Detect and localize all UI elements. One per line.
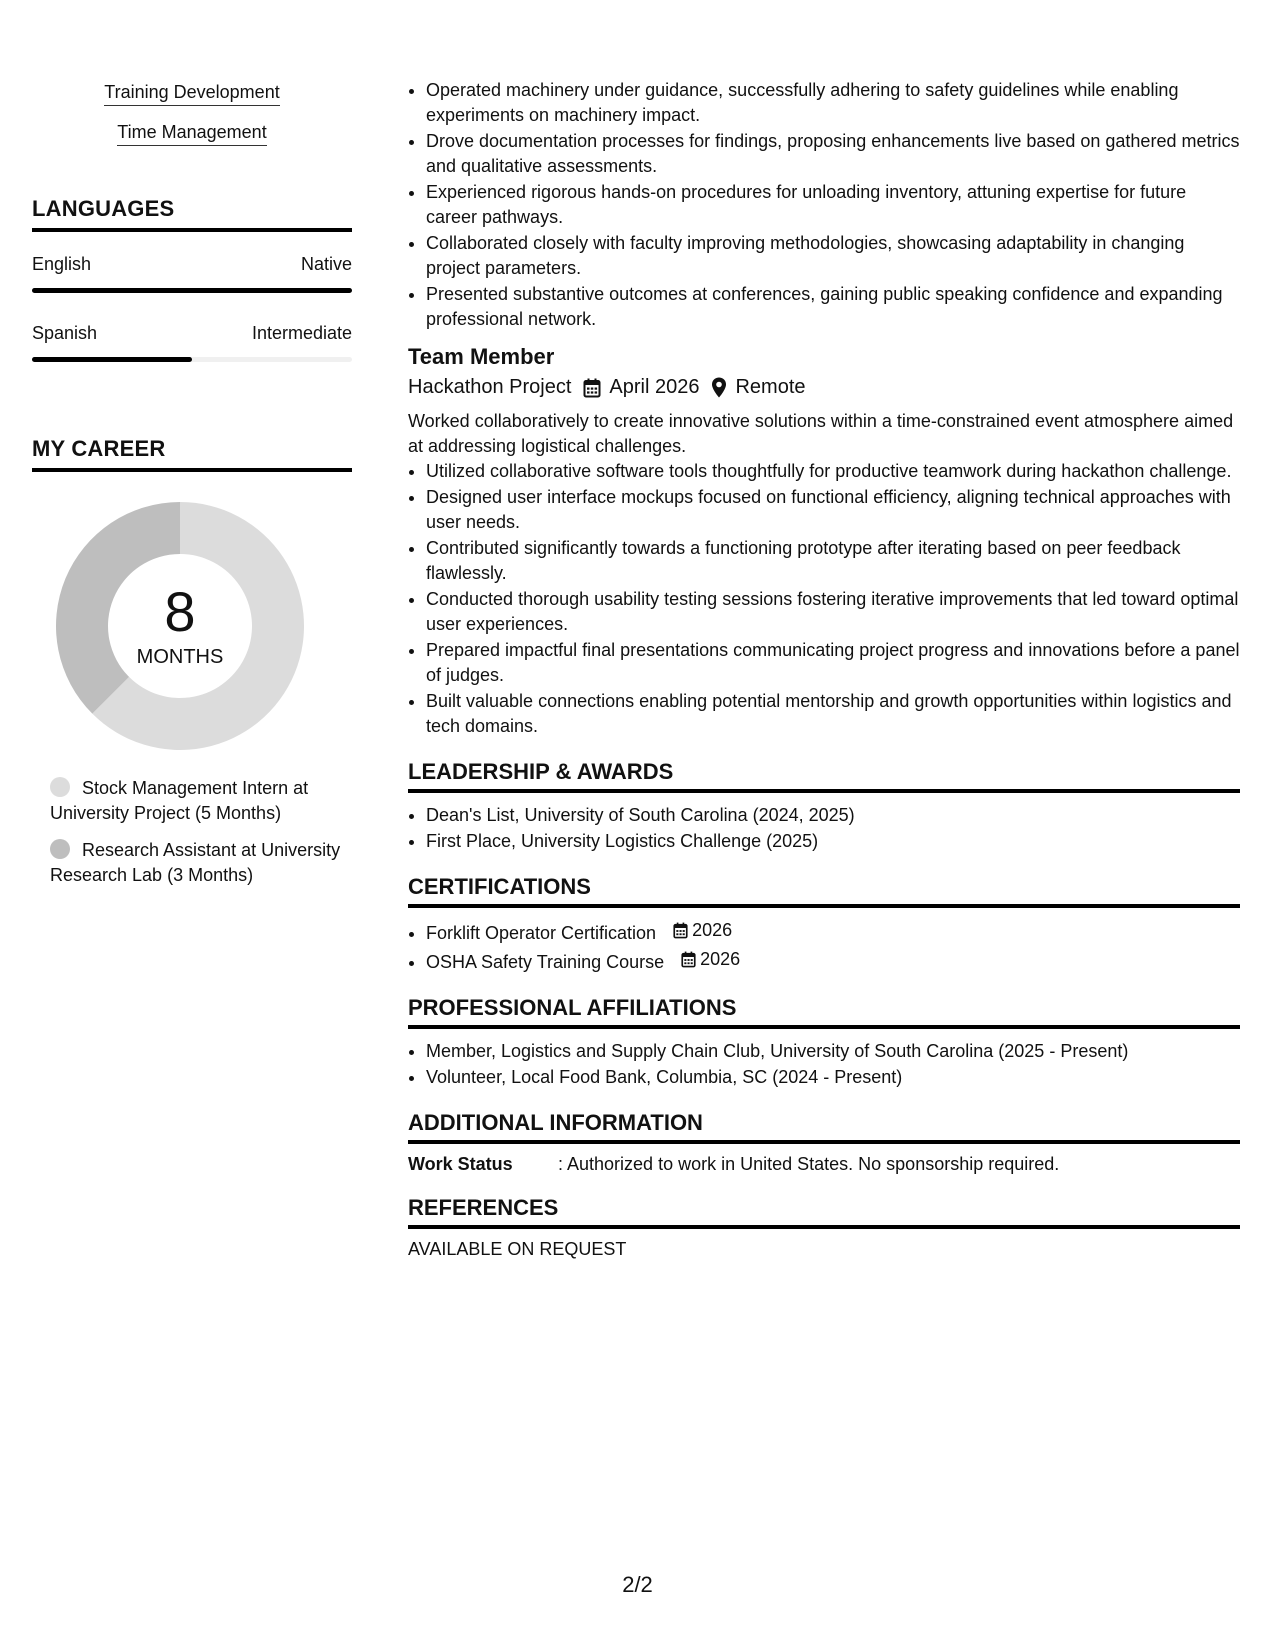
team-job-entry — [408, 344, 1240, 739]
work-status-label: Work Status — [408, 1154, 513, 1174]
leadership-heading: LEADERSHIP & AWARDS — [408, 759, 1240, 793]
page-number: 2/2 — [622, 1572, 653, 1597]
career-donut-chart — [56, 502, 304, 750]
skill-item: Time Management — [117, 122, 266, 146]
bullet-item: • Utilized collaborative software tools thoughtfully for productive teamwork during hackathon challenge. — [426, 459, 1240, 484]
affiliation-item: • Volunteer, Local Food Bank, Columbia, SC (2024 - Present) — [426, 1065, 1240, 1090]
work-status-row — [408, 1154, 1240, 1175]
language-bar-fill — [32, 357, 192, 362]
bullet-item: • Designed user interface mockups focused on functional efficiency, aligning technical approaches with user needs. — [426, 485, 1240, 535]
calendar-icon — [673, 922, 688, 939]
bullet-item: • Drove documentation processes for findings, proposing enhancements live based on gathered metrics and qualitative assessments. — [426, 129, 1240, 179]
languages-section — [32, 196, 352, 362]
certification-item — [426, 947, 1240, 975]
career-heading: MY CAREER — [32, 436, 352, 472]
bullet-item: • Conducted thorough usability testing sessions fostering iterative improvements that led toward optimal user experiences. — [426, 587, 1240, 637]
affiliations-list — [408, 1039, 1240, 1090]
language-row — [32, 323, 352, 344]
additional-info-heading: ADDITIONAL INFORMATION — [408, 1110, 1240, 1144]
references-text: AVAILABLE ON REQUEST — [408, 1239, 627, 1259]
bullet-item: • Contributed significantly towards a functioning prototype after iterating based on peer feedback flawlessly. — [426, 536, 1240, 586]
job-description: Worked collaboratively to create innovative solutions within a time-constrained event atmosphere aimed at addressing logistical challenges. — [408, 411, 1234, 456]
career-legend-item — [50, 838, 352, 888]
legend-swatch — [50, 777, 70, 797]
award-item: • First Place, University Logistics Challenge (2025) — [426, 829, 1240, 854]
job-date: April 2026 — [609, 376, 700, 398]
job-title: Team Member — [408, 344, 555, 369]
certifications-list — [408, 918, 1240, 975]
calendar-icon — [583, 378, 601, 398]
language-name: Spanish — [32, 323, 98, 343]
career-legend-item — [50, 776, 352, 826]
bullet-item: • Prepared impactful final presentations communicating project progress and innovations before a panel of judges. — [426, 638, 1240, 688]
job-meta — [408, 376, 1240, 399]
certification-year: 2026 — [692, 920, 733, 940]
award-item: • Dean's List, University of South Carolina (2024, 2025) — [426, 803, 1240, 828]
language-bar — [32, 288, 352, 293]
legend-label: Research Assistant at University Research Lab (3 Months) — [50, 840, 341, 885]
job-org: Hackathon Project — [408, 376, 572, 398]
bullet-item: • Built valuable connections enabling potential mentorship and growth opportunities within logistics and tech domains. — [426, 689, 1240, 739]
bullet-item: • Collaborated closely with faculty improving methodologies, showcasing adaptability in changing project parameters. — [426, 231, 1240, 281]
certifications-heading: CERTIFICATIONS — [408, 874, 1240, 908]
affiliations-heading: PROFESSIONAL AFFILIATIONS — [408, 995, 1240, 1029]
experience-bullets — [408, 78, 1240, 332]
certification-item — [426, 918, 1240, 946]
bullet-item: • Experienced rigorous hands-on procedures for unloading inventory, attuning expertise for future career pathways. — [426, 180, 1240, 230]
references-heading: REFERENCES — [408, 1195, 1240, 1229]
language-level: Native — [300, 254, 352, 274]
job-location: Remote — [735, 376, 806, 398]
language-level: Intermediate — [251, 323, 352, 343]
certification-year: 2026 — [700, 949, 741, 969]
certification-name: Forklift Operator Certification — [426, 923, 657, 943]
affiliation-item: • Member, Logistics and Supply Chain Club, University of South Carolina (2025 - Present) — [426, 1039, 1240, 1064]
map-pin-icon — [711, 377, 727, 398]
certification-name: OSHA Safety Training Course — [426, 952, 665, 972]
career-section — [32, 436, 352, 888]
leadership-list — [408, 803, 1240, 854]
career-total: 8 — [164, 579, 196, 643]
bullet-item: • Operated machinery under guidance, successfully adhering to safety guidelines while enabling experiments on machinery impact. — [426, 78, 1240, 128]
bullet-item: • Presented substantive outcomes at conferences, gaining public speaking confidence and expanding professional network. — [426, 282, 1240, 332]
language-row — [32, 254, 352, 275]
legend-label: Stock Management Intern at University Project (5 Months) — [50, 778, 309, 823]
calendar-icon — [681, 951, 696, 968]
language-bar-fill — [32, 288, 352, 293]
main-content — [408, 78, 1240, 1260]
skills-list — [32, 82, 352, 162]
job-bullets — [408, 459, 1240, 739]
sidebar — [32, 82, 352, 900]
work-status-value: : Authorized to work in United States. No sponsorship required. — [558, 1154, 1060, 1174]
skill-item: Training Development — [104, 82, 279, 106]
career-legend — [50, 776, 352, 888]
language-name: English — [32, 254, 92, 274]
career-unit: MONTHS — [136, 645, 224, 668]
legend-swatch — [50, 839, 70, 859]
languages-heading: LANGUAGES — [32, 196, 352, 232]
language-bar — [32, 357, 352, 362]
